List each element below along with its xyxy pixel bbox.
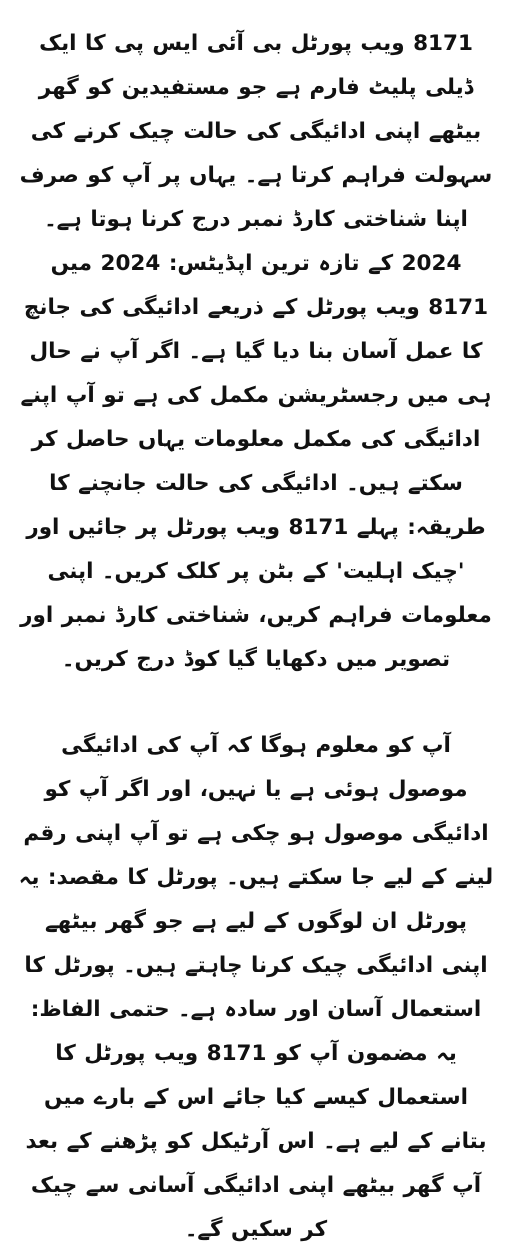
- article-paragraph-2: آپ کو معلوم ہوگا کہ آپ کی ادائیگی موصول ہوئی ہے یا نہیں، اور اگر آپ کو ادائیگی موصول ہو چکی ہے تو آپ اپنی رقم لینے کے لیے جا سکتے ہیں۔ پورٹل کا مقصد: یہ پورٹل ان لوگوں کے لیے ہے جو گھر بیٹھے اپنی ادائیگی چیک کرنا چاہتے ہیں۔ پورٹل کا استعمال آسان اور سادہ ہے۔ حتمی الفاظ: یہ مضمون آپ کو 8171 ویب پورٹل کا استعمال کیسے کیا جائے اس کے بارے میں بتانے کے لیے ہے۔ اس آرٹیکل کو پڑھنے کے بعد آپ گھر بیٹھے اپنی ادائیگی آسانی سے چیک کر سکیں گے۔: [18, 733, 494, 1242]
- article-paragraph-1: 8171 ویب پورٹل بی آئی ایس پی کا ایک ڈیلی پلیٹ فارم ہے جو مستفیدین کو گھر بیٹھے اپنی ادائیگی کی حالت چیک کرنے کی سہولت فراہم کرتا ہے۔ یہاں پر آپ کو صرف اپنا شناختی کارڈ نمبر درج کرنا ہوتا ہے۔ 2024 کے تازہ ترین اپڈیٹس: 2024 میں 8171 ویب پورٹل کے ذریعے ادائیگی کی جانچ کا عمل آسان بنا دیا گیا ہے۔ اگر آپ نے حال ہی میں رجسٹریشن مکمل کی ہے تو آپ اپنے ادائیگی کی مکمل معلومات یہاں حاصل کر سکتے ہیں۔ ادائیگی کی حالت جانچنے کا طریقہ: پہلے 8171 ویب پورٹل پر جائیں اور 'چیک اہلیت' کے بٹن پر کلک کریں۔ اپنی معلومات فراہم کریں، شناختی کارڈ نمبر اور تصویر میں دکھایا گیا کوڈ درج کریں۔: [19, 31, 493, 672]
